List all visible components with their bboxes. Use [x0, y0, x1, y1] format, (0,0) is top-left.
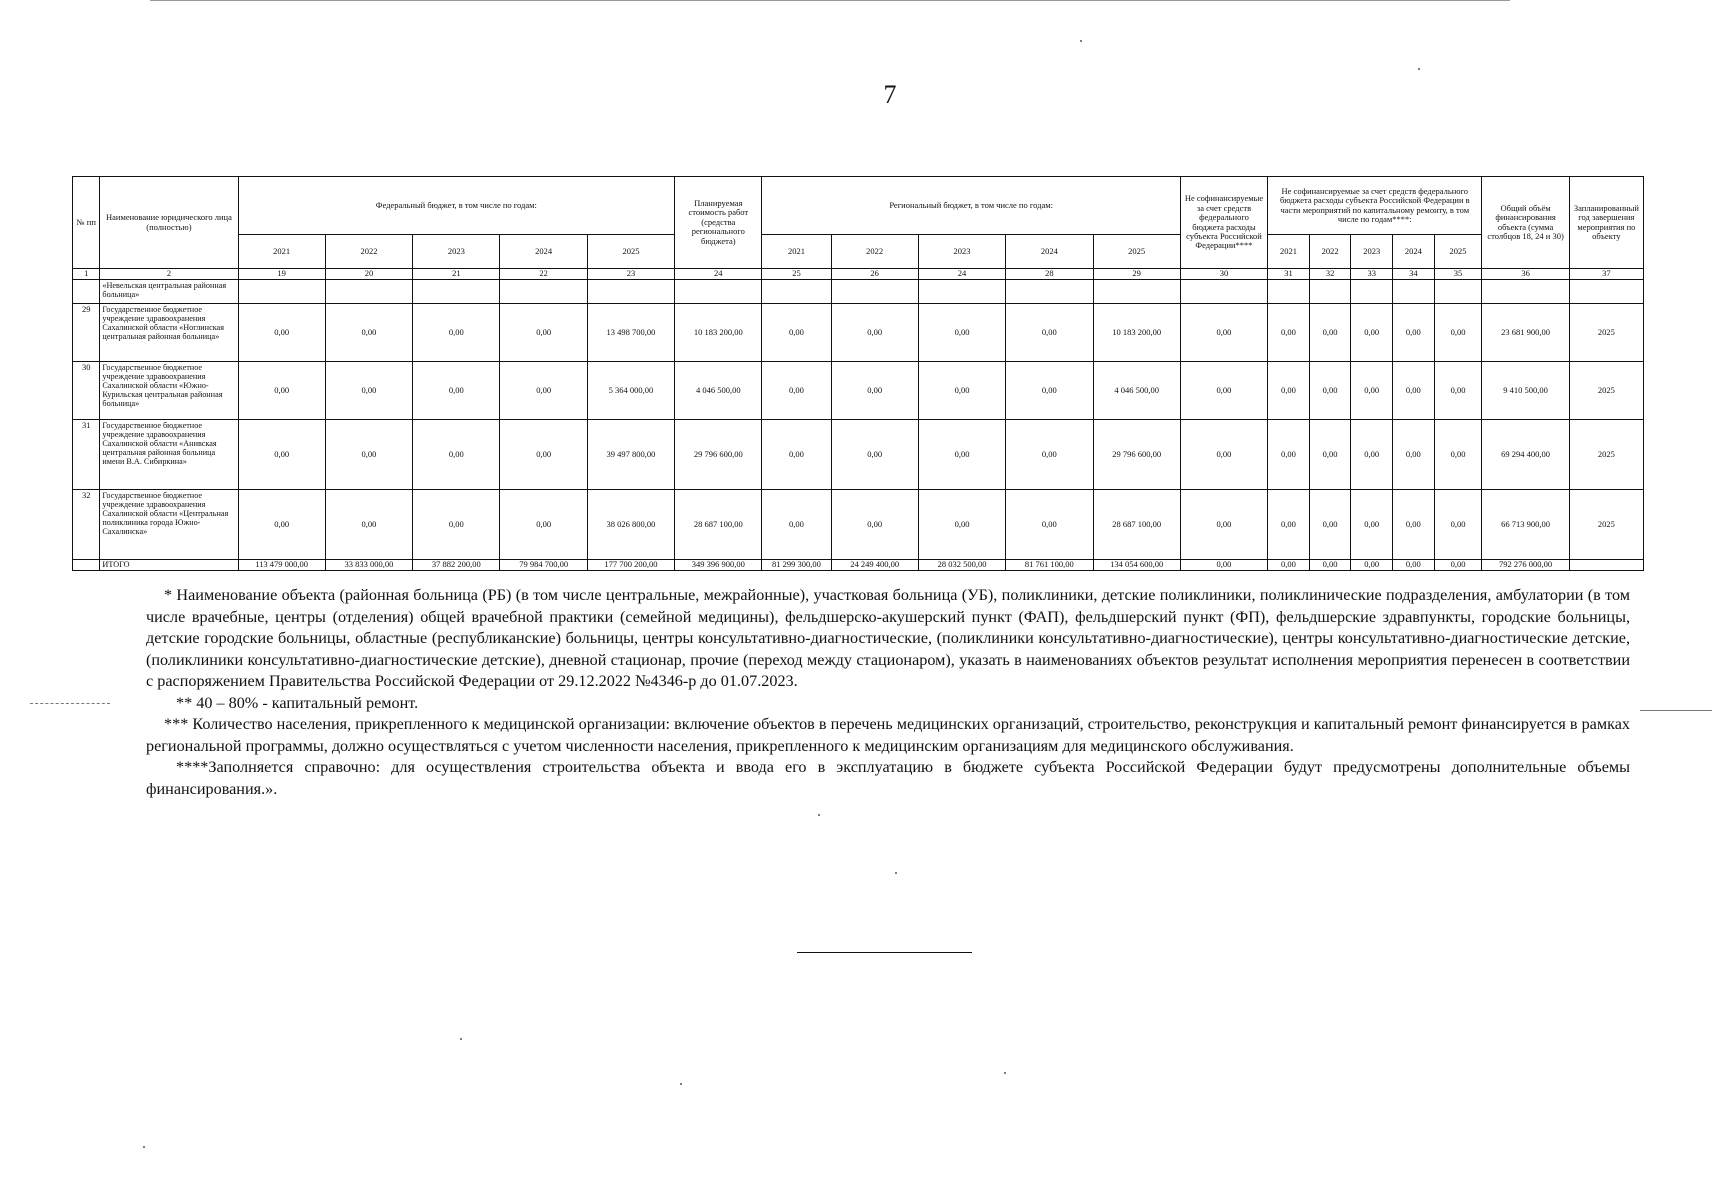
empty-cell [587, 280, 674, 304]
year-header: 2024 [1393, 235, 1435, 269]
column-index: 37 [1569, 269, 1643, 280]
federal-amount: 0,00 [413, 362, 500, 420]
regional-amount: 134 054 600,00 [1093, 560, 1180, 571]
planned-year: 2025 [1569, 490, 1643, 560]
federal-amount: 0,00 [500, 362, 587, 420]
regional-amount: 4 046 500,00 [1093, 362, 1180, 420]
federal-amount: 113 479 000,00 [238, 560, 325, 571]
year-header: 2022 [1309, 235, 1351, 269]
year-header: 2022 [325, 235, 412, 269]
non-cofinanced-amount: 0,00 [1180, 304, 1267, 362]
capital-repair-amount: 0,00 [1351, 560, 1393, 571]
year-header: 2022 [831, 235, 918, 269]
empty-cell [1482, 280, 1569, 304]
capital-repair-amount: 0,00 [1434, 420, 1482, 490]
header-non-cofinanced-capital: Не софинансируемые за счет средств федерального бюджета расходы субъекта Российской Федерации в части мероприятий по капитальному ремонту, в том числе по годам****: [1268, 177, 1482, 235]
capital-repair-amount: 0,00 [1309, 420, 1351, 490]
planned-year: 2025 [1569, 362, 1643, 420]
regional-amount: 0,00 [831, 304, 918, 362]
capital-repair-amount: 0,00 [1393, 560, 1435, 571]
federal-amount: 37 882 200,00 [413, 560, 500, 571]
table-row [73, 420, 1644, 490]
empty-cell [500, 280, 587, 304]
table-row [73, 490, 1644, 560]
planned-cost: 349 396 900,00 [675, 560, 762, 571]
total-label: ИТОГО [100, 560, 238, 571]
column-index: 31 [1268, 269, 1310, 280]
regional-amount: 81 761 100,00 [1006, 560, 1093, 571]
scan-speck [1004, 1072, 1006, 1074]
capital-repair-amount: 0,00 [1434, 362, 1482, 420]
empty-cell [1393, 280, 1435, 304]
total-volume: 792 276 000,00 [1482, 560, 1569, 571]
capital-repair-amount: 0,00 [1309, 362, 1351, 420]
non-cofinanced-amount: 0,00 [1180, 420, 1267, 490]
column-index: 19 [238, 269, 325, 280]
capital-repair-amount: 0,00 [1393, 490, 1435, 560]
column-index: 29 [1093, 269, 1180, 280]
header-planned-cost: Планируемая стоимость работ (средства регионального бюджета) [675, 177, 762, 269]
federal-amount: 0,00 [325, 362, 412, 420]
capital-repair-amount: 0,00 [1309, 304, 1351, 362]
federal-amount: 79 984 700,00 [500, 560, 587, 571]
regional-amount: 0,00 [762, 490, 831, 560]
regional-amount: 0,00 [918, 490, 1005, 560]
regional-amount: 0,00 [1006, 490, 1093, 560]
header-federal: Федеральный бюджет, в том числе по годам: [238, 177, 675, 235]
column-index-row [73, 269, 1644, 280]
column-index: 25 [762, 269, 831, 280]
capital-repair-amount: 0,00 [1393, 420, 1435, 490]
regional-amount: 24 249 400,00 [831, 560, 918, 571]
regional-amount: 0,00 [918, 304, 1005, 362]
empty-cell [762, 280, 831, 304]
column-index: 24 [675, 269, 762, 280]
column-index: 22 [500, 269, 587, 280]
header-name: Наименование юридического лица (полностью) [100, 177, 238, 269]
scan-speck [818, 814, 820, 816]
regional-amount: 0,00 [831, 362, 918, 420]
federal-amount: 13 498 700,00 [587, 304, 674, 362]
planned-cost: 28 687 100,00 [675, 490, 762, 560]
organization-name: «Невельская центральная районная больница» [100, 280, 238, 304]
year-header: 2024 [1006, 235, 1093, 269]
total-row [73, 560, 1644, 571]
federal-amount: 39 497 800,00 [587, 420, 674, 490]
planned-year: 2025 [1569, 304, 1643, 362]
federal-amount: 0,00 [325, 490, 412, 560]
scan-speck [1080, 40, 1082, 42]
federal-amount: 0,00 [325, 304, 412, 362]
empty-cell [1093, 280, 1180, 304]
header-num: № пп [73, 177, 100, 269]
federal-amount: 177 700 200,00 [587, 560, 674, 571]
planned-cost: 10 183 200,00 [675, 304, 762, 362]
empty-cell [675, 280, 762, 304]
table-row [73, 362, 1644, 420]
total-volume: 23 681 900,00 [1482, 304, 1569, 362]
column-index: 30 [1180, 269, 1267, 280]
planned-cost: 4 046 500,00 [675, 362, 762, 420]
empty-cell [1434, 280, 1482, 304]
capital-repair-amount: 0,00 [1309, 490, 1351, 560]
year-header: 2021 [238, 235, 325, 269]
header-planned-year: Запланированный год завершения мероприятия по объекту [1569, 177, 1643, 269]
empty-cell [1351, 280, 1393, 304]
regional-amount: 10 183 200,00 [1093, 304, 1180, 362]
empty-cell [1569, 280, 1643, 304]
column-index: 24 [918, 269, 1005, 280]
organization-name: Государственное бюджетное учреждение здравоохранения Сахалинской области «Ноглинская центральная районная больница» [100, 304, 238, 362]
row-number: 31 [73, 420, 100, 490]
column-index: 28 [1006, 269, 1093, 280]
regional-amount: 0,00 [762, 362, 831, 420]
federal-amount: 0,00 [500, 490, 587, 560]
empty-cell [325, 280, 412, 304]
capital-repair-amount: 0,00 [1268, 560, 1310, 571]
closing-rule [797, 952, 972, 953]
year-header: 2023 [1351, 235, 1393, 269]
capital-repair-amount: 0,00 [1434, 560, 1482, 571]
empty-cell [413, 280, 500, 304]
capital-repair-amount: 0,00 [1268, 420, 1310, 490]
federal-amount: 0,00 [500, 420, 587, 490]
column-index: 33 [1351, 269, 1393, 280]
regional-amount: 0,00 [762, 420, 831, 490]
header-total-volume: Общий объём финансирования объекта (сумма столбцов 18, 24 и 30) [1482, 177, 1569, 269]
planned-year [1569, 560, 1643, 571]
regional-amount: 28 687 100,00 [1093, 490, 1180, 560]
federal-amount: 38 026 800,00 [587, 490, 674, 560]
empty-cell [1180, 280, 1267, 304]
capital-repair-amount: 0,00 [1351, 304, 1393, 362]
federal-amount: 5 364 000,00 [587, 362, 674, 420]
year-header: 2025 [1093, 235, 1180, 269]
footnote-2: ** 40 – 80% - капитальный ремонт. [176, 693, 419, 712]
continuation-row [73, 280, 1644, 304]
year-header: 2024 [500, 235, 587, 269]
row-number: 32 [73, 490, 100, 560]
capital-repair-amount: 0,00 [1393, 362, 1435, 420]
planned-year: 2025 [1569, 420, 1643, 490]
empty-cell [918, 280, 1005, 304]
column-index: 1 [73, 269, 100, 280]
federal-amount: 0,00 [238, 362, 325, 420]
table-row [73, 304, 1644, 362]
column-index: 32 [1309, 269, 1351, 280]
capital-repair-amount: 0,00 [1268, 490, 1310, 560]
total-volume: 69 294 400,00 [1482, 420, 1569, 490]
header-row-1 [73, 177, 1644, 235]
federal-amount: 0,00 [325, 420, 412, 490]
total-volume: 66 713 900,00 [1482, 490, 1569, 560]
column-index: 20 [325, 269, 412, 280]
capital-repair-amount: 0,00 [1351, 490, 1393, 560]
federal-amount: 0,00 [238, 304, 325, 362]
capital-repair-amount: 0,00 [1268, 304, 1310, 362]
year-header: 2023 [918, 235, 1005, 269]
federal-amount: 33 833 000,00 [325, 560, 412, 571]
regional-amount: 0,00 [762, 304, 831, 362]
non-cofinanced-amount: 0,00 [1180, 560, 1267, 571]
regional-amount: 0,00 [1006, 304, 1093, 362]
year-header: 2021 [1268, 235, 1310, 269]
budget-table [72, 176, 1644, 571]
regional-amount: 0,00 [1006, 362, 1093, 420]
regional-amount: 29 796 600,00 [1093, 420, 1180, 490]
scan-mark-right [1640, 710, 1712, 711]
scan-speck [143, 1146, 145, 1148]
year-header: 2023 [413, 235, 500, 269]
non-cofinanced-amount: 0,00 [1180, 490, 1267, 560]
capital-repair-amount: 0,00 [1351, 420, 1393, 490]
footnotes [146, 585, 1630, 800]
year-header: 2021 [762, 235, 831, 269]
regional-amount: 0,00 [918, 420, 1005, 490]
column-index: 36 [1482, 269, 1569, 280]
empty-cell [1268, 280, 1310, 304]
organization-name: Государственное бюджетное учреждение здравоохранения Сахалинской области «Центральная поликлиника города Южно-Сахалинска» [100, 490, 238, 560]
organization-name: Государственное бюджетное учреждение здравоохранения Сахалинской области «Южно-Курильская центральная районная больница» [100, 362, 238, 420]
footnote-1: * Наименование объекта (районная больница (РБ) (в том числе центральные, межрайонные), участковая больница (УБ), поликлиники, детские поликлиники, поликлинические подразделения, амбулатории (в том числе врачебные, центры (отделения) общей врачебной практики (семейной медицины), фельдшерско-акушерский пункт (ФАП), фельдшерский пункт (ФП), фельдшерские здравпункты, городские больницы, детские городские больницы, областные (республиканские) больницы, центры консультативно-диагностические, (поликлиники консультативно-диагностические), центры консультативно-диагностические детские, (поликлиники консультативно-диагностические детские), дневной стационар, прочие (переход между стационаром), указать в наименованиях объектов результат исполнения мероприятия перенесен в соответствии с распоряжением Правительства Российской Федерации от 29.12.2022 №4346-р до 01.07.2023. [146, 586, 1630, 690]
footnote-3: *** Количество населения, прикрепленного к медицинской организации: включение объектов в перечень медицинских организаций, строительство, реконструкция и капитальный ремонт финансируется в рамках региональной программы, должно осуществляться с учетом численности населения, прикрепленного к медицинским организациям для медицинского обслуживания. [146, 715, 1630, 755]
federal-amount: 0,00 [500, 304, 587, 362]
year-header: 2025 [1434, 235, 1482, 269]
non-cofinanced-amount: 0,00 [1180, 362, 1267, 420]
scan-speck [460, 1038, 462, 1040]
header-regional: Региональный бюджет, в том числе по годам: [762, 177, 1180, 235]
footnote-4: ****Заполняется справочно: для осуществления строительства объекта и ввода его в эксплуатацию в бюджете субъекта Российской Федерации будут предусмотрены дополнительные объемы финансирования.». [146, 758, 1630, 798]
scan-speck [680, 1083, 682, 1085]
organization-name: Государственное бюджетное учреждение здравоохранения Сахалинской области «Анивская центральная районная больница имени В.А. Сибиркина» [100, 420, 238, 490]
column-index: 34 [1393, 269, 1435, 280]
empty-cell [1309, 280, 1351, 304]
regional-amount: 28 032 500,00 [918, 560, 1005, 571]
table-body [73, 269, 1644, 571]
row-number: 30 [73, 362, 100, 420]
federal-amount: 0,00 [413, 490, 500, 560]
row-number [73, 280, 100, 304]
capital-repair-amount: 0,00 [1309, 560, 1351, 571]
empty-cell [238, 280, 325, 304]
federal-amount: 0,00 [238, 490, 325, 560]
column-index: 26 [831, 269, 918, 280]
capital-repair-amount: 0,00 [1434, 304, 1482, 362]
regional-amount: 81 299 300,00 [762, 560, 831, 571]
empty-cell [831, 280, 918, 304]
empty-cell [1006, 280, 1093, 304]
scan-top-edge [150, 0, 1510, 1]
scan-speck [1418, 68, 1420, 70]
federal-amount: 0,00 [413, 304, 500, 362]
scan-speck [895, 872, 897, 874]
scan-mark-left [30, 703, 110, 704]
column-index: 21 [413, 269, 500, 280]
capital-repair-amount: 0,00 [1434, 490, 1482, 560]
regional-amount: 0,00 [831, 420, 918, 490]
row-number [73, 560, 100, 571]
regional-amount: 0,00 [918, 362, 1005, 420]
regional-amount: 0,00 [1006, 420, 1093, 490]
column-index: 2 [100, 269, 238, 280]
capital-repair-amount: 0,00 [1268, 362, 1310, 420]
federal-amount: 0,00 [238, 420, 325, 490]
header-row-years [73, 235, 1644, 269]
year-header: 2025 [587, 235, 674, 269]
page-number: 7 [883, 80, 897, 109]
row-number: 29 [73, 304, 100, 362]
federal-amount: 0,00 [413, 420, 500, 490]
column-index: 23 [587, 269, 674, 280]
column-index: 35 [1434, 269, 1482, 280]
header-non-cofinanced: Не софинансируемые за счет средств федерального бюджета расходы субъекта Российской Федерации**** [1180, 177, 1267, 269]
regional-amount: 0,00 [831, 490, 918, 560]
total-volume: 9 410 500,00 [1482, 362, 1569, 420]
planned-cost: 29 796 600,00 [675, 420, 762, 490]
capital-repair-amount: 0,00 [1393, 304, 1435, 362]
capital-repair-amount: 0,00 [1351, 362, 1393, 420]
